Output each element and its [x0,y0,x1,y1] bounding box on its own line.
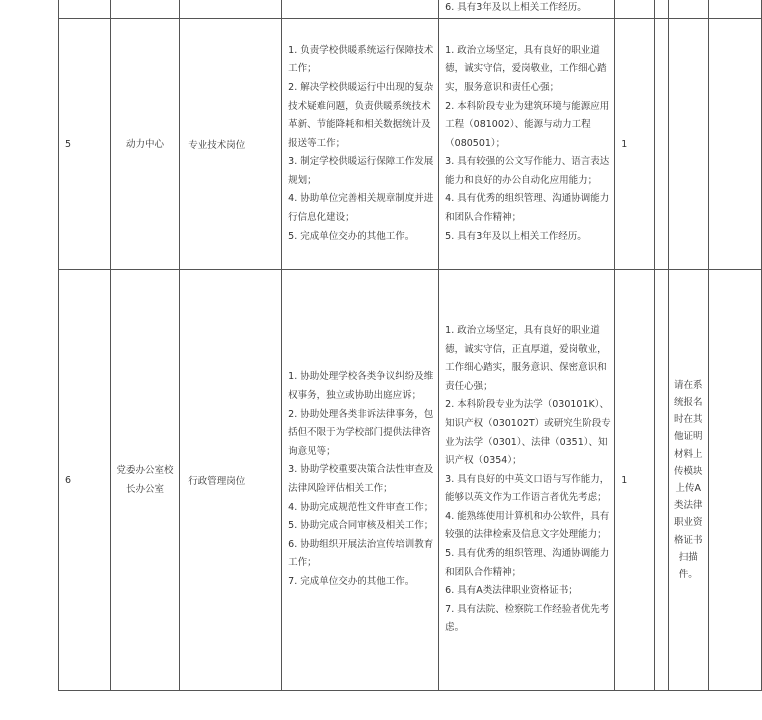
department-cell: 动力中心 [110,19,179,270]
list-item: 6. 协助组织开展法治宣传培训教育工作； [288,538,434,569]
list-item: 7. 具有法院、检察院工作经验者优先考虑。 [445,603,610,634]
position-cell: 行政管理岗位 [180,270,282,691]
list-item: 2. 本科阶段专业为建筑环境与能源应用工程（081002）、能源与动力工程（080501）； [445,100,610,149]
count-cell: 1 [615,270,655,691]
list-item: 1. 协助处理学校各类争议纠纷及维权事务，独立或协助出庭应诉； [288,371,434,402]
position-cell: 专业技术岗位 [180,19,282,270]
recruitment-table [58,0,762,691]
duties-cell [282,270,439,691]
list-item: 3. 具有良好的中英文口语与写作能力，能够以英文作为工作语言者优先考虑； [445,473,610,504]
list-item: 2. 协助处理各类非诉法律事务，包括但不限于为学校部门提供法律咨询意见等； [288,408,434,457]
list-item: 3. 制定学校供暖运行保障工作发展规划； [288,156,434,186]
qualification-cell [439,19,615,270]
count-cell: 1 [615,19,655,270]
list-item: 6. 具有A类法律职业资格证书； [445,585,578,597]
duties-cell [282,19,439,270]
list-item: 3. 协助学校重要决策合法性审查及法律风险评估相关工作； [288,464,434,494]
table-row [59,270,762,691]
list-item: 4. 协助单位完善相关规章制度并进行信息化建设； [288,193,434,224]
list-item: 3. 具有较强的公文写作能力、语言表达能力和良好的办公自动化应用能力； [445,156,610,186]
list-item: 2. 本科阶段专业为法学（030101K）、知识产权（030102T）或研究生阶段专业为法学（0301）、法律（0351）、知识产权（0354）； [445,399,611,467]
duties-list [288,368,436,591]
list-item: 5. 具有优秀的组织管理、沟通协调能力和团队合作精神； [445,548,610,578]
list-item: 6. 具有3年及以上相关工作经历。 [445,2,587,14]
list-item: 1. 政治立场坚定，具有良好的职业道德，诚实守信，正直厚道，爱岗敬业，工作细心踏实，服务意识、保密意识和责任心强； [445,324,607,392]
list-item: 4. 能熟练使用计算机和办公软件，具有较强的法律检索及信息文字处理能力； [445,510,610,541]
list-item: 5. 完成单位交办的其他工作。 [288,230,415,242]
qualifications-list [445,42,612,247]
seq-cell: 6 [59,270,111,691]
list-item: 1. 负责学校供暖系统运行保障技术工作； [288,44,434,75]
department-cell: 党委办公室校长办公室 [110,270,179,691]
duties-list [288,42,436,247]
qualification-cell [439,270,615,691]
note-cell: 请在系统报名时在其他证明材料上传模块上传A类法律职业资格证书扫描件。 [668,270,708,691]
list-item: 5. 具有3年及以上相关工作经历。 [445,230,587,242]
list-item: 7. 完成单位交办的其他工作。 [288,575,415,587]
table-row [59,19,762,270]
note-cell [668,19,708,270]
list-item: 5. 协助完成合同审核及相关工作； [288,520,434,532]
list-item: 4. 协助完成规范性文件审查工作； [288,501,434,513]
list-item: 2. 解决学校供暖运行中出现的复杂技术疑难问题，负责供暖系统技术革新、节能降耗和相关数据统计及报送等工作； [288,81,434,149]
qualifications-list [445,322,612,638]
list-item: 4. 具有优秀的组织管理、沟通协调能力和团队合作精神； [445,193,610,224]
qualification-cell [439,0,615,19]
table-row [59,0,762,19]
list-item: 1. 政治立场坚定，具有良好的职业道德，诚实守信，爱岗敬业，工作细心踏实，服务意识和责任心强； [445,44,607,93]
seq-cell: 5 [59,19,111,270]
